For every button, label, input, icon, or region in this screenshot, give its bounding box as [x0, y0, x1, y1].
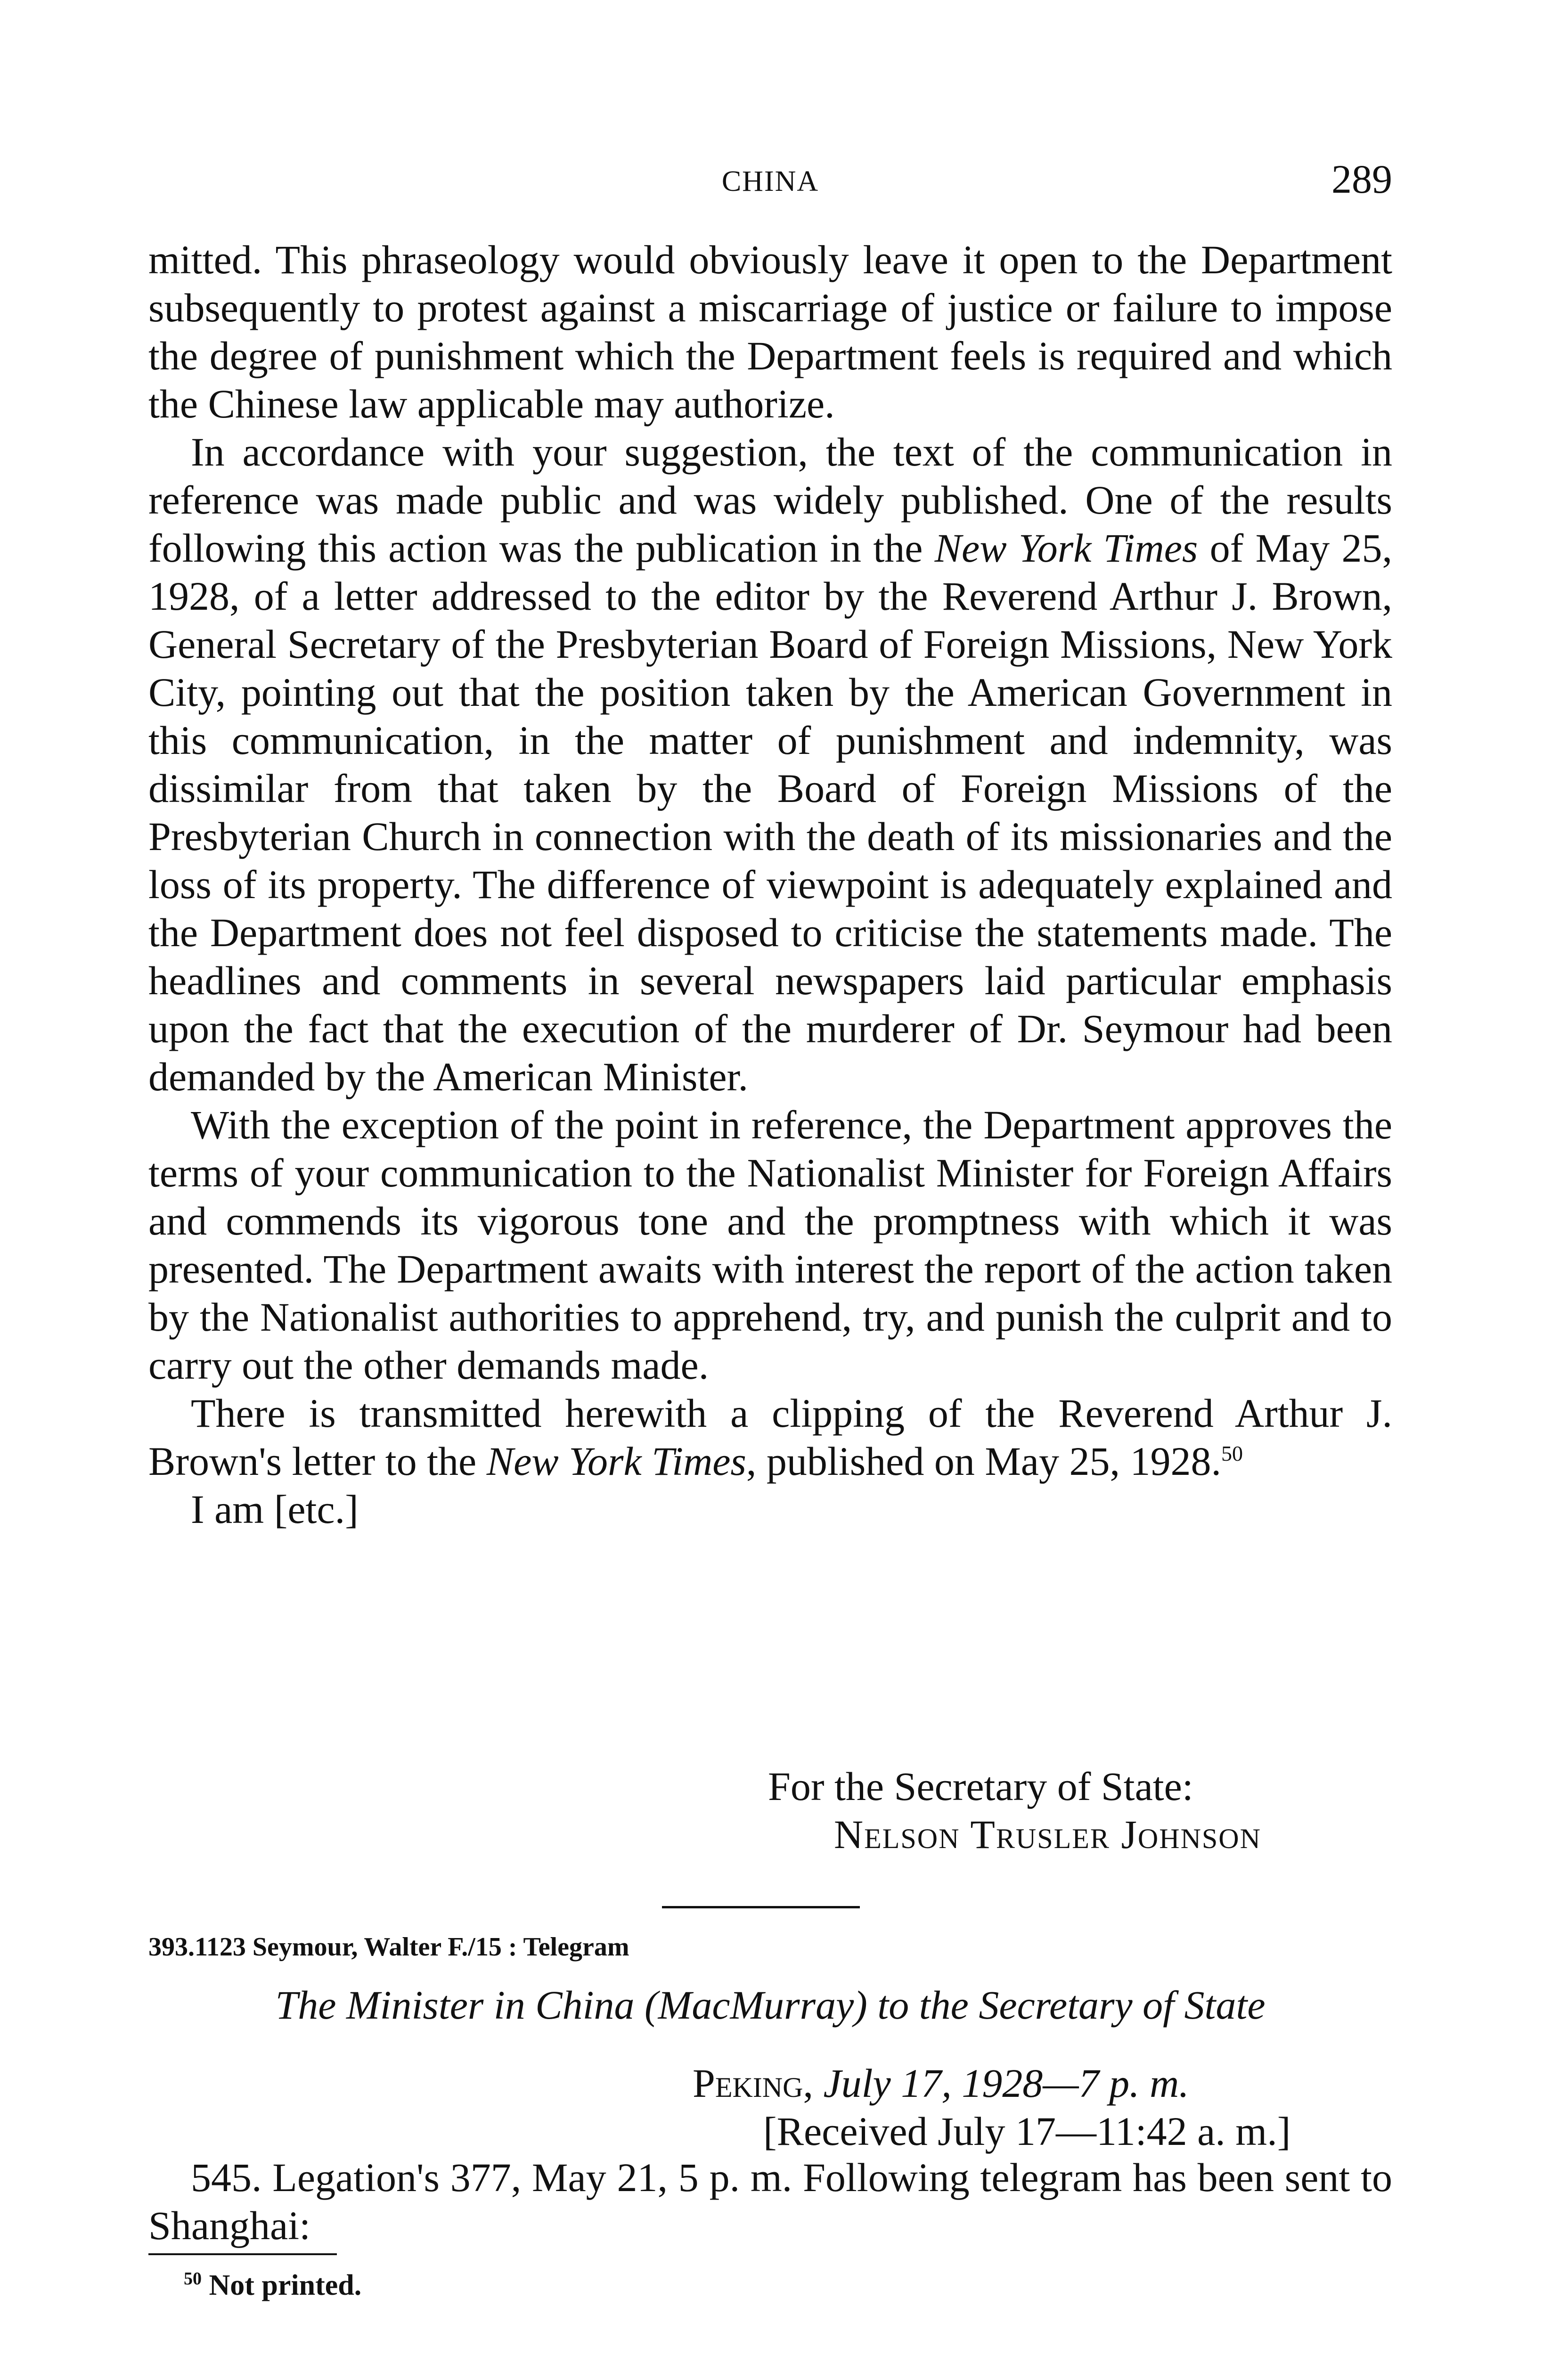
place-date — [693, 2059, 1395, 2107]
paragraph-continued: mitted. This phraseology would obviously leave it open to the Department subsequently to protest against a miscarriage of justice or failure to impose the degree of punishment which the Department feels is required and which the Chinese law applicable may authorize. — [148, 237, 1392, 426]
signer-name: Nelson Trusler Johnson — [834, 1812, 1261, 1857]
newspaper-name: New York Times — [934, 525, 1198, 571]
signature-block — [768, 1762, 1395, 1858]
date-time: July 17, 1928—7 p. m. — [823, 2061, 1189, 2106]
newspaper-name: New York Times — [486, 1439, 746, 1484]
footnote-reference: 50 — [1221, 1441, 1243, 1465]
running-head-title: CHINA — [721, 165, 819, 197]
footnote-number: 50 — [184, 2269, 202, 2289]
paragraph-text: There is transmitted herewith a clipping of the Reverend Arthur J. Brown's letter to the — [148, 1391, 1392, 1484]
telegram-text: 545. Legation's 377, May 21, 5 p. m. Following telegram has been sent to Shanghai: — [148, 2155, 1392, 2248]
page-number: 289 — [1331, 156, 1392, 202]
section-divider — [662, 1906, 860, 1908]
paragraph-enclosure — [148, 1389, 1392, 1485]
paragraph-publication — [148, 428, 1392, 1101]
dateline — [693, 2059, 1395, 2155]
signature-line: For the Secretary of State: — [768, 1764, 1193, 1809]
paragraph-approval: With the exception of the point in reference, the Department approves the terms of your communication to the Nationalist Minister for Foreign Affairs and commends its vigorous tone and the promptness with which it was presented. The Department awaits with interest the report of the action taken by the Nationalist authorities to apprehend, try, and punish the culprit and to carry out the other demands made. — [148, 1102, 1392, 1388]
place: Peking, — [693, 2061, 813, 2106]
footnote-text: Not printed. — [209, 2269, 362, 2301]
received-line: [Received July 17—11:42 a. m.] — [763, 2109, 1291, 2154]
telegram-body — [148, 2153, 1392, 2250]
running-head — [148, 155, 1392, 212]
closing-line: I am [etc.] — [191, 1487, 359, 1532]
paragraph-text: , published on May 25, 1928. — [746, 1439, 1221, 1484]
footnote-rule — [148, 2253, 337, 2255]
paragraph-text: In accordance with your suggestion, the text of the communication in reference was made public and was widely published. One of the results following this action was the publication in the — [148, 429, 1392, 571]
footnote — [184, 2269, 361, 2302]
letter-body — [148, 236, 1392, 1533]
document-title: The Minister in China (MacMurray) to the Secretary of State — [275, 1982, 1266, 2028]
paragraph-text: of May 25, 1928, of a letter addressed to the editor by the Reverend Arthur J. Brown, General Secretary of the Presbyterian Board of Foreign Missions, New York City, pointing out that the position taken by the American Government in this communication, in the matter of punishment and indemnity, was dissimilar from that taken by the Board of Foreign Missions of the Presbyterian Church in connection with the death of its missionaries and the loss of its property. The difference of viewpoint is adequately explained and the Department does not feel disposed to criticise the statements made. The headlines and comments in several newspapers laid particular emphasis upon the fact that the execution of the murderer of Dr. Seymour had been demanded by the American Minister. — [148, 525, 1392, 1099]
file-reference: 393.1123 Seymour, Walter F./15 : Telegram — [148, 1932, 629, 1962]
